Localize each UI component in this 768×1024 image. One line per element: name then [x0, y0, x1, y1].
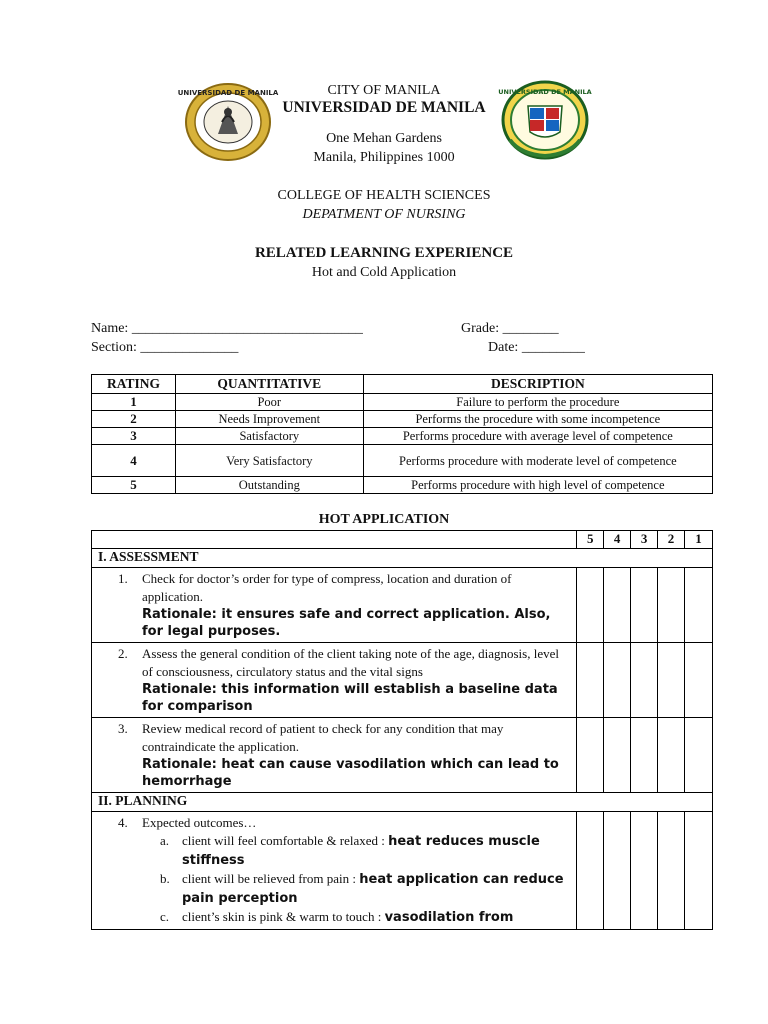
rating-value: 2	[92, 411, 176, 428]
rating-description: Performs the procedure with some incompetence	[363, 411, 712, 428]
table-row	[92, 477, 713, 494]
checklist-item	[92, 718, 577, 793]
score-cell-4[interactable]	[604, 718, 631, 793]
assessment-heading: I. ASSESSMENT	[92, 549, 713, 568]
section-row	[92, 793, 713, 812]
grade-field[interactable]: Grade: ________	[461, 321, 559, 336]
checklist-row	[92, 568, 713, 643]
section-title: HOT APPLICATION	[318, 512, 450, 527]
item-text: Assess the general condition of the client taking note of the age, diagnosis, level of consciousness, circulatory status and the vital signs	[142, 646, 559, 679]
score-cell-5[interactable]	[577, 643, 604, 718]
checklist-row	[92, 812, 713, 930]
outcome-text: client will feel comfortable & relaxed :	[182, 833, 389, 848]
rating-value: 5	[92, 477, 176, 494]
rating-quantitative: Very Satisfactory	[175, 445, 363, 477]
table-header-row	[92, 375, 713, 394]
page-subtitle: Hot and Cold Application	[311, 265, 457, 280]
score-cell-2[interactable]	[658, 718, 685, 793]
hot-application-checklist	[91, 530, 713, 930]
checklist-item	[92, 643, 577, 718]
score-cell-3[interactable]	[631, 718, 658, 793]
table-row	[92, 445, 713, 477]
score-header-row	[92, 531, 713, 549]
outcome-item	[142, 832, 572, 870]
planning-heading: II. PLANNING	[92, 793, 713, 812]
rating-quantitative: Poor	[175, 394, 363, 411]
score-cell-5[interactable]	[577, 568, 604, 643]
score-cell-3[interactable]	[631, 568, 658, 643]
score-header: 4	[604, 531, 631, 549]
rating-description: Performs procedure with moderate level of competence	[363, 445, 712, 477]
address-line-1: One Mehan Gardens	[326, 131, 442, 146]
item-text: Check for doctor’s order for type of compress, location and duration of application.	[142, 571, 512, 604]
section-row	[92, 549, 713, 568]
score-header: 3	[631, 531, 658, 549]
score-cell-5[interactable]	[577, 718, 604, 793]
name-field[interactable]: Name: _________________________________	[91, 321, 363, 336]
rating-value: 1	[92, 394, 176, 411]
outcome-letter: b.	[160, 871, 170, 886]
section-field[interactable]: Section: ______________	[91, 340, 239, 355]
address-line-2: Manila, Philippines 1000	[313, 150, 455, 165]
checklist-row	[92, 643, 713, 718]
column-header: DESCRIPTION	[363, 375, 712, 394]
outcome-letter: c.	[160, 909, 170, 924]
rating-description: Performs procedure with high level of competence	[363, 477, 712, 494]
rating-quantitative: Satisfactory	[175, 428, 363, 445]
outcome-item	[142, 908, 572, 927]
seal-text: UNIVERSIDAD DE MANILA	[177, 89, 279, 97]
score-cell-4[interactable]	[604, 568, 631, 643]
item-number: 3.	[118, 721, 128, 736]
score-cell-2[interactable]	[658, 812, 685, 930]
score-cell-1[interactable]	[684, 718, 712, 793]
outcome-rationale: vasodilation from	[384, 910, 514, 925]
rating-value: 4	[92, 445, 176, 477]
score-cell-4[interactable]	[604, 812, 631, 930]
table-row	[92, 428, 713, 445]
score-cell-2[interactable]	[658, 643, 685, 718]
score-cell-1[interactable]	[684, 812, 712, 930]
checklist-item	[92, 812, 577, 930]
item-rationale: Rationale: heat can cause vasodilation which can lead to hemorrhage	[142, 757, 559, 789]
score-cell-3[interactable]	[631, 812, 658, 930]
page-title: RELATED LEARNING EXPERIENCE	[254, 245, 514, 261]
seal-text: UNIVERSIDAD DE MANILA	[498, 88, 592, 96]
score-cell-1[interactable]	[684, 643, 712, 718]
outcome-text: client’s skin is pink & warm to touch :	[182, 909, 385, 924]
outcome-text: client will be relieved from pain :	[182, 871, 360, 886]
score-cell-4[interactable]	[604, 643, 631, 718]
outcome-rationale: heat reduces muscle stiffness	[182, 834, 540, 868]
score-cell-3[interactable]	[631, 643, 658, 718]
city-label: CITY OF MANILA	[327, 83, 441, 98]
item-rationale: Rationale: this information will establish a baseline data for comparison	[142, 682, 558, 714]
table-row	[92, 394, 713, 411]
department-name: DEPATMENT OF NURSING	[302, 207, 466, 222]
item-rationale: Rationale: it ensures safe and correct application. Also, for legal purposes.	[142, 607, 551, 639]
table-row	[92, 411, 713, 428]
score-cell-1[interactable]	[684, 568, 712, 643]
item-text: Expected outcomes…	[142, 815, 257, 830]
outcome-letter: a.	[160, 833, 170, 848]
item-text: Review medical record of patient to check for any condition that may contraindicate the application.	[142, 721, 504, 754]
column-header: RATING	[92, 375, 176, 394]
score-header: 1	[684, 531, 712, 549]
checklist-item	[92, 568, 577, 643]
column-header: QUANTITATIVE	[175, 375, 363, 394]
rating-quantitative: Outstanding	[175, 477, 363, 494]
date-field[interactable]: Date: _________	[488, 340, 585, 355]
score-cell-2[interactable]	[658, 568, 685, 643]
item-number: 1.	[118, 571, 128, 586]
rating-description: Performs procedure with average level of competence	[363, 428, 712, 445]
score-cell-5[interactable]	[577, 812, 604, 930]
college-name: COLLEGE OF HEALTH SCIENCES	[277, 188, 491, 203]
university-name: UNIVERSIDAD DE MANILA	[282, 99, 486, 116]
checklist-row	[92, 718, 713, 793]
rating-description: Failure to perform the procedure	[363, 394, 712, 411]
outcome-item	[142, 870, 572, 908]
rating-scale-table	[91, 374, 713, 494]
rating-value: 3	[92, 428, 176, 445]
outcome-rationale: heat application can reduce pain perception	[182, 872, 564, 906]
score-header: 2	[658, 531, 685, 549]
rating-quantitative: Needs Improvement	[175, 411, 363, 428]
score-header: 5	[577, 531, 604, 549]
item-number: 2.	[118, 646, 128, 661]
item-number: 4.	[118, 815, 128, 830]
